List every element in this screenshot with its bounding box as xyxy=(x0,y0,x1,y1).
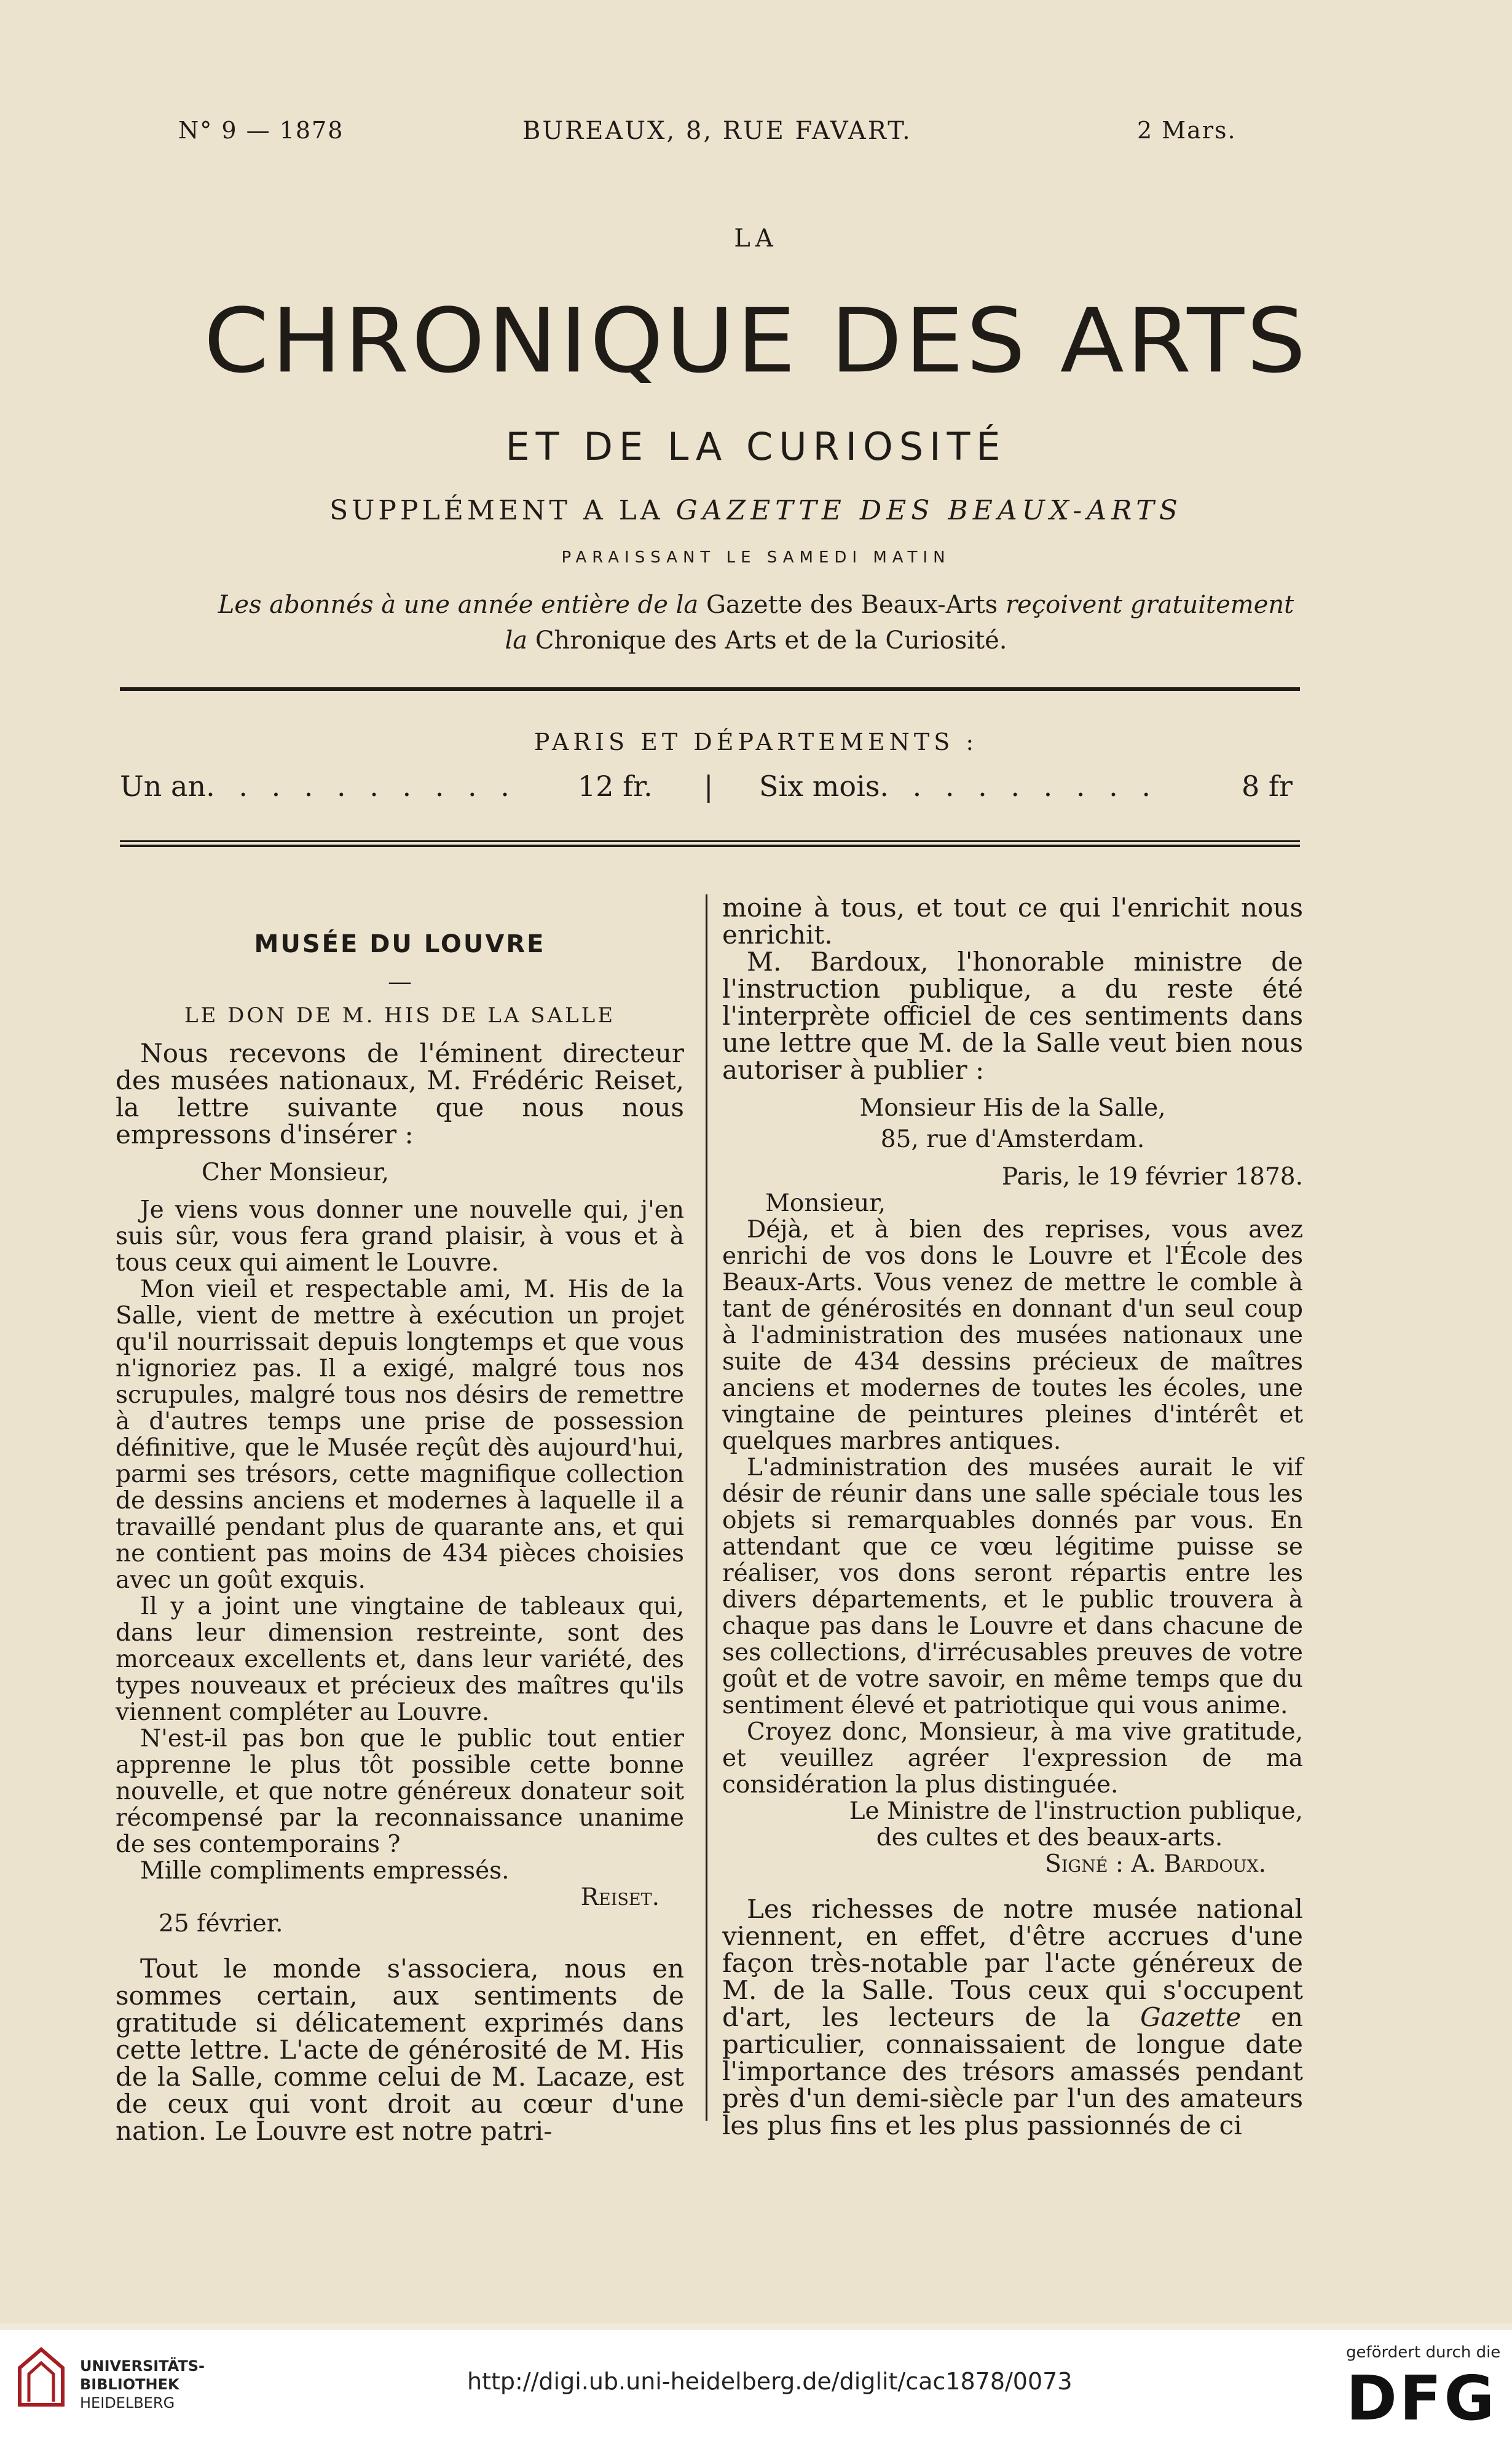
letter-paragraph: Déjà, et à bien des reprises, vous avez enrichi de vos dons le Louvre et l'École des Beaux-Arts. Vous venez de mettre le comble à tant de générosités en donnant d'un seul coup à l'administration des musées nationaux une suite de 434 dessins précieux de maîtres anciens et modernes de toutes les écoles, une vingtaine de peintures pleines d'intérêt et quelques marbres antiques. xyxy=(722,1216,1303,1455)
bureau-address: BUREAUX, 8, RUE FAVART. xyxy=(522,117,912,145)
year-price: 12 fr. xyxy=(578,770,653,803)
funding-label: gefördert durch die xyxy=(1346,2343,1501,2362)
commentary-text: en particulier, connaissaient de longue date l'importance des trésors amassés pendant près d'un demi-siècle par l'un des amateurs les plus fins et les plus passionnés de ci xyxy=(722,2002,1303,2140)
year-dots: . . . . . . . . . . xyxy=(206,770,517,803)
supplement-prefix: SUPPLÉMENT A LA xyxy=(329,495,664,526)
notice-text: Gazette des Beaux-Arts xyxy=(706,591,998,619)
notice-text: Chronique des Arts et de la Curiosité. xyxy=(535,626,1007,655)
section-title: MUSÉE DU LOUVRE xyxy=(254,930,546,958)
column-divider xyxy=(706,894,707,2121)
subscription-rule-thick xyxy=(120,845,1300,847)
library-name-line: BIBLIOTHEK xyxy=(80,2376,179,2393)
left-column xyxy=(116,931,684,2145)
half-dots: . . . . . . . . . xyxy=(880,770,1158,803)
minister-title: Le Ministre de l'instruction publique, xyxy=(849,1797,1303,1825)
commentary-paragraph: M. Bardoux, l'honorable ministre de l'instruction publique, a du reste été l'interprète officiel de ces sentiments dans une lettre que M. de la Salle veut bien nous autoriser à publier : xyxy=(722,947,1303,1085)
notice-text: Les abonnés à une année entière de la xyxy=(218,591,699,619)
letter-paragraph: Mon vieil et respectable ami, M. His de la Salle, vient de mettre à exécution un projet qu'il nourrissait depuis longtemps et que vous n'ignoriez pas. Il a exigé, malgré tous nos scrupules, malgré tous nos désirs de remettre à d'autres temps une prise de possession définitive, que le Musée reçût dès aujourd'hui, parmi ses trésors, cette magnifique collection de dessins anciens et modernes à laquelle il a travaillé pendant plus de quarante ans, et qui ne contient pas moins de 434 pièces choisies avec un goût exquis. xyxy=(116,1276,684,1594)
digitization-footer xyxy=(0,2330,1512,2441)
minister-signature: Signé : A. Bardoux. xyxy=(1045,1850,1266,1878)
half-year-price: 8 fr xyxy=(1242,770,1293,803)
dfg-logo: DFG xyxy=(1346,2362,1497,2434)
masthead-rule xyxy=(120,687,1300,691)
letter-paragraph: L'administration des musées aurait le vif désir de réunir dans une salle spéciale tous les objets si remarquables donnés par vous. En attendant que ce vœu légitime puisse se réaliser, vos dons seront répartis entre les divers départements, et le public trouvera à chaque pas dans le Louvre et dans chacune de ses collections, d'irrécusables preuves de votre goût et de votre savoir, en même temps que du sentiment élevé et patriotique qui vous anime. xyxy=(722,1454,1303,1719)
masthead-subtitle: ET DE LA CURIOSITÉ xyxy=(505,424,1007,469)
issue-number: N° 9 — 1878 xyxy=(178,117,344,144)
letter-signature: Reiset. xyxy=(580,1883,660,1911)
library-name xyxy=(80,2357,205,2412)
article-title: LE DON DE M. HIS DE LA SALLE xyxy=(184,1003,616,1028)
gazette-italic: Gazette xyxy=(1140,2002,1242,2032)
year-label: Un an xyxy=(120,770,207,803)
letter-salutation: Cher Monsieur, xyxy=(202,1159,390,1186)
supplement-line xyxy=(0,495,1512,526)
masthead-title: CHRONIQUE DES ARTS xyxy=(203,289,1309,393)
gazette-name: GAZETTE DES BEAUX-ARTS xyxy=(675,495,1183,526)
digitization-url-link[interactable]: http://digi.ub.uni-heidelberg.de/diglit/cac1878/0073 xyxy=(467,2368,1073,2395)
title-dash: — xyxy=(388,968,412,996)
masthead-la: LA xyxy=(734,224,778,253)
minister-departments: des cultes et des beaux-arts. xyxy=(876,1824,1223,1851)
library-name-line: HEIDELBERG xyxy=(80,2394,175,2411)
subscription-rule-thin xyxy=(120,840,1300,842)
right-column xyxy=(722,894,1303,2139)
letter-closing: Mille compliments empressés. xyxy=(140,1857,510,1885)
letter-paragraph: Croyez donc, Monsieur, à ma vive gratitude, et veuillez agréer l'expression de ma considération la plus distinguée. xyxy=(722,1718,1303,1799)
issue-date: 2 Mars. xyxy=(1137,117,1237,144)
letter-paragraph: Je viens vous donner une nouvelle qui, j'en suis sûr, vous fera grand plaisir, à vous et à tous ceux qui aiment le Louvre. xyxy=(116,1196,684,1277)
addressee-street: 85, rue d'Amsterdam. xyxy=(880,1126,1145,1153)
subscription-heading: PARIS ET DÉPARTEMENTS : xyxy=(534,728,978,755)
letter-salutation: Monsieur, xyxy=(765,1189,886,1217)
publication-schedule: PARAISSANT LE SAMEDI MATIN xyxy=(561,548,951,567)
commentary-paragraph xyxy=(722,1896,1303,2139)
commentary-continued: moine à tous, et tout ce qui l'enrichit nous enrichit. xyxy=(722,893,1303,950)
letter-paragraph: N'est-il pas bon que le public tout entier apprenne le plus tôt possible cette bonne nouvelle, et que notre généreux donateur soit récompensé par la reconnaissance unanime de ses contemporains ? xyxy=(116,1725,684,1858)
letter-paragraph: Il y a joint une vingtaine de tableaux qui, dans leur dimension restreinte, sont des morceaux excellents et, dans leur variété, des types nouveaux et précieux des maîtres qu'ils viennent compléter au Louvre. xyxy=(116,1593,684,1726)
library-name-line: UNIVERSITÄTS- xyxy=(80,2357,205,2375)
subscription-prices xyxy=(120,770,1300,803)
half-label: Six mois xyxy=(759,770,880,803)
commentary-paragraph: Tout le monde s'associera, nous en sommes certain, aux sentiments de gratitude si délicatement exprimés dans cette lettre. L'acte de générosité de M. His de la Salle, comme celui de M. Lacaze, est de ceux qui vont droit au cœur d'une nation. Le Louvre est notre patri- xyxy=(116,1954,684,2146)
commentary-text: Les richesses de notre musée national viennent, en effet, d'être accrues d'une façon très-notable par l'acte généreux de M. de la Salle. Tous ceux qui s'occupent d'art, les lecteurs de la xyxy=(722,1894,1303,2032)
letter-date: 25 février. xyxy=(159,1910,283,1938)
notice-text: reçoivent gratuitement xyxy=(1005,591,1294,619)
letter-dateline: Paris, le 19 février 1878. xyxy=(1001,1163,1303,1191)
addressee-name: Monsieur His de la Salle, xyxy=(859,1094,1166,1122)
half-year-label xyxy=(759,770,1158,803)
price-separator: | xyxy=(704,770,714,803)
library-logo-icon xyxy=(14,2343,69,2411)
subscriber-notice xyxy=(0,587,1512,658)
notice-text: la xyxy=(505,626,528,655)
intro-paragraph: Nous recevons de l'éminent directeur des musées nationaux, M. Frédéric Reiset, la lettre suivante que nous nous empressons d'insérer : xyxy=(116,1038,684,1150)
